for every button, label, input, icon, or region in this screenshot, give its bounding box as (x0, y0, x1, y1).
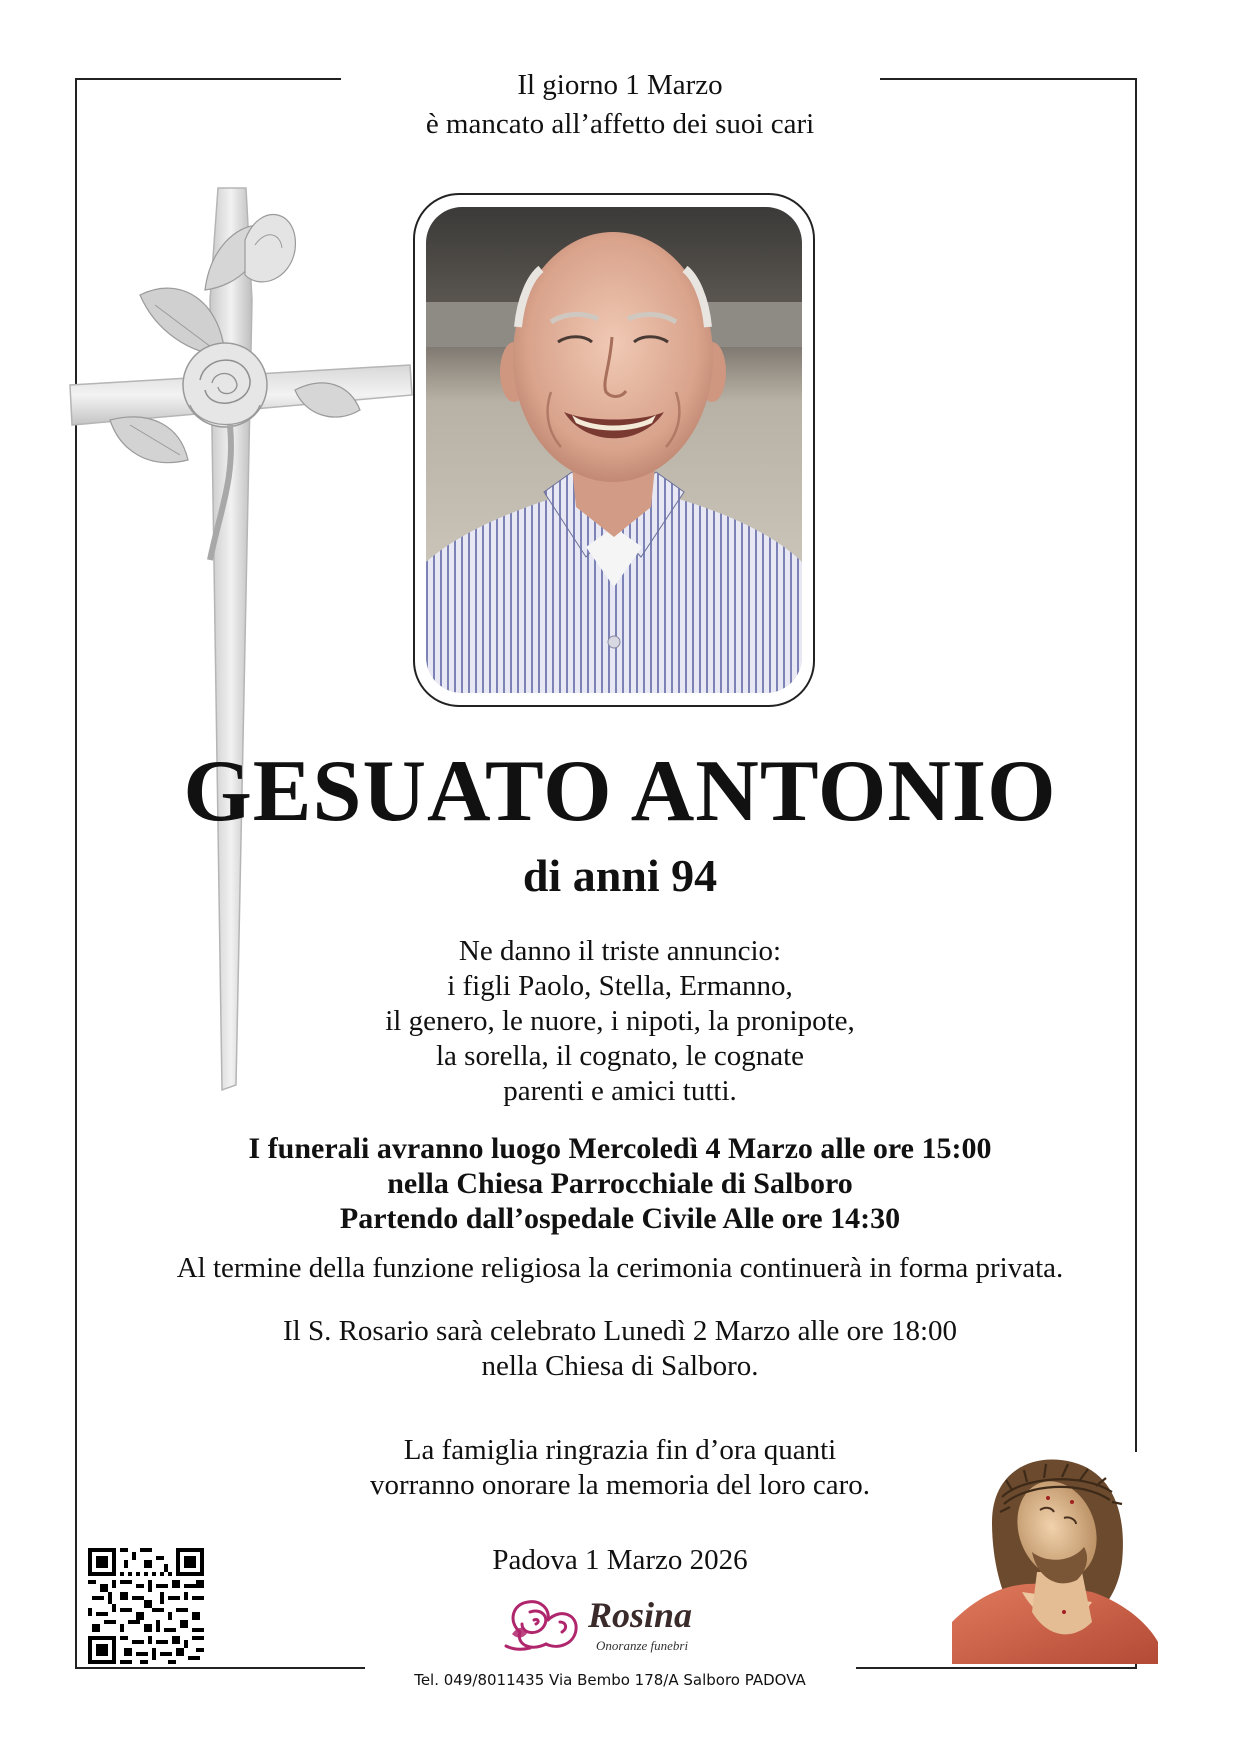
frame-bottom-right (856, 1667, 1137, 1669)
place-date: Padova 1 Marzo 2026 (492, 1544, 748, 1576)
announcement-line: Ne danno il triste annuncio: (458, 935, 782, 967)
private-ceremony-note: Al termine della funzione religiosa la cerimonia continuerà in forma privata. (176, 1252, 1064, 1284)
announcement-line: i figli Paolo, Stella, Ermanno, (447, 970, 793, 1002)
company-contacts: Tel. 049/8011435 Via Bembo 178/A Salboro PADOVA (414, 1671, 806, 1689)
announcement-line: il genero, le nuore, i nipoti, la pronipote, (385, 1005, 855, 1037)
funeral-line: nella Chiesa Parrocchiale di Salboro (387, 1167, 853, 1200)
thanks-line: La famiglia ringrazia fin d’ora quanti (403, 1434, 837, 1466)
rosary-details (0, 1314, 1240, 1384)
announcement-line: la sorella, il cognato, le cognate (436, 1040, 804, 1072)
deceased-name: GESUATO ANTONIO (183, 743, 1057, 840)
portrait-photo (426, 207, 802, 693)
jesus-crown-of-thorns-image (952, 1452, 1158, 1664)
qr-code-icon[interactable] (88, 1548, 204, 1664)
deceased-age: di anni 94 (522, 850, 718, 901)
thanks-line: vorranno onorare la memoria del loro caro. (369, 1469, 871, 1501)
intro-line-1: Il giorno 1 Marzo (517, 69, 723, 101)
announcement-block (0, 934, 1240, 1109)
announcement-line: parenti e amici tutti. (503, 1075, 737, 1107)
frame-bottom-left (75, 1667, 365, 1669)
rose-logo-icon (500, 1592, 586, 1658)
funeral-line: I funerali avranno luogo Mercoledì 4 Marzo alle ore 15:00 (248, 1132, 992, 1165)
company-logo (500, 1592, 720, 1662)
company-name: Rosina (588, 1595, 693, 1635)
rosary-line: Il S. Rosario sarà celebrato Lunedì 2 Marzo alle ore 18:00 (282, 1315, 958, 1347)
company-subtitle: Onoranze funebri (596, 1638, 689, 1653)
funeral-line: Partendo dall’ospedale Civile Alle ore 14:30 (339, 1202, 901, 1235)
intro-line-2: è mancato all’affetto dei suoi cari (425, 108, 815, 140)
funeral-details (0, 1131, 1240, 1236)
rosary-line: nella Chiesa di Salboro. (481, 1350, 759, 1382)
intro-text (0, 66, 1240, 144)
